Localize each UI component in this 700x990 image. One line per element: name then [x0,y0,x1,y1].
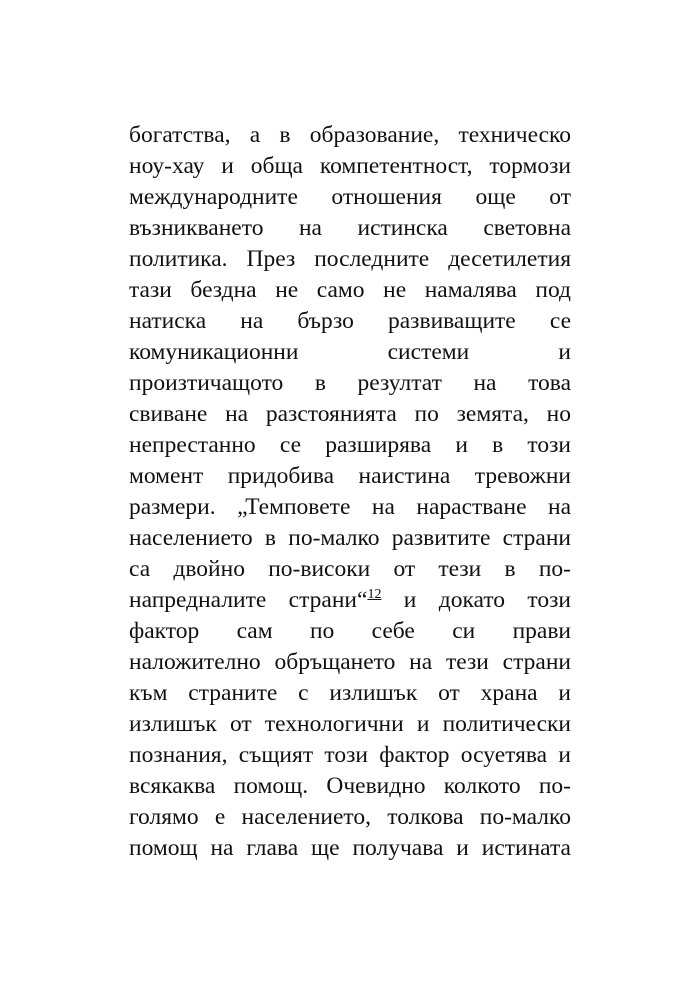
text-line: всякаква помощ. Очевидно колкото по- [129,773,571,799]
text-line: населението в по-малко развитите страни [129,525,571,551]
text-line: политика. През последните десетилетия [129,246,571,272]
text-line: голямо е населението, толкова по-малко [129,804,571,830]
text-line: ноу-хау и обща компетентност, тормози [129,153,571,179]
text-line: богатства, а в образование, техническо [129,122,571,148]
text-line: произтичащото в резултат на това [129,370,571,396]
body-text [129,120,571,864]
text-line: са двойно по-високи от тези в по- [129,556,571,582]
footnote-reference-link[interactable]: 12 [367,587,382,602]
text-line: наложително обръщането на тези страни [129,649,571,675]
text-fragment: напредналите страни“ [129,587,368,613]
text-line: непрестанно се разширява и в този [129,432,571,458]
text-line: към страните с излишък от храна и [129,680,571,706]
text-line: международните отношения още от [129,184,571,210]
text-line-with-footnote [129,585,571,616]
text-line: фактор сам по себе си прави [129,618,571,644]
text-line: познания, същият този фактор осуетява и [129,742,571,768]
text-line: натиска на бързо развиващите се [129,308,571,334]
text-line: момент придобива наистина тревожни [129,463,571,489]
text-line: комуникационни системи и [129,339,571,365]
text-line: помощ на глава ще получава и истината [129,835,571,861]
text-line: тази бездна не само не намалява под [129,277,571,303]
text-line: излишък от технологични и политически [129,711,571,737]
text-fragment: и докато този [381,587,571,613]
text-line: възникването на истинска световна [129,215,571,241]
text-line: размери. „Темповете на нарастване на [129,494,571,520]
text-line: свиване на разстоянията по земята, но [129,401,571,427]
